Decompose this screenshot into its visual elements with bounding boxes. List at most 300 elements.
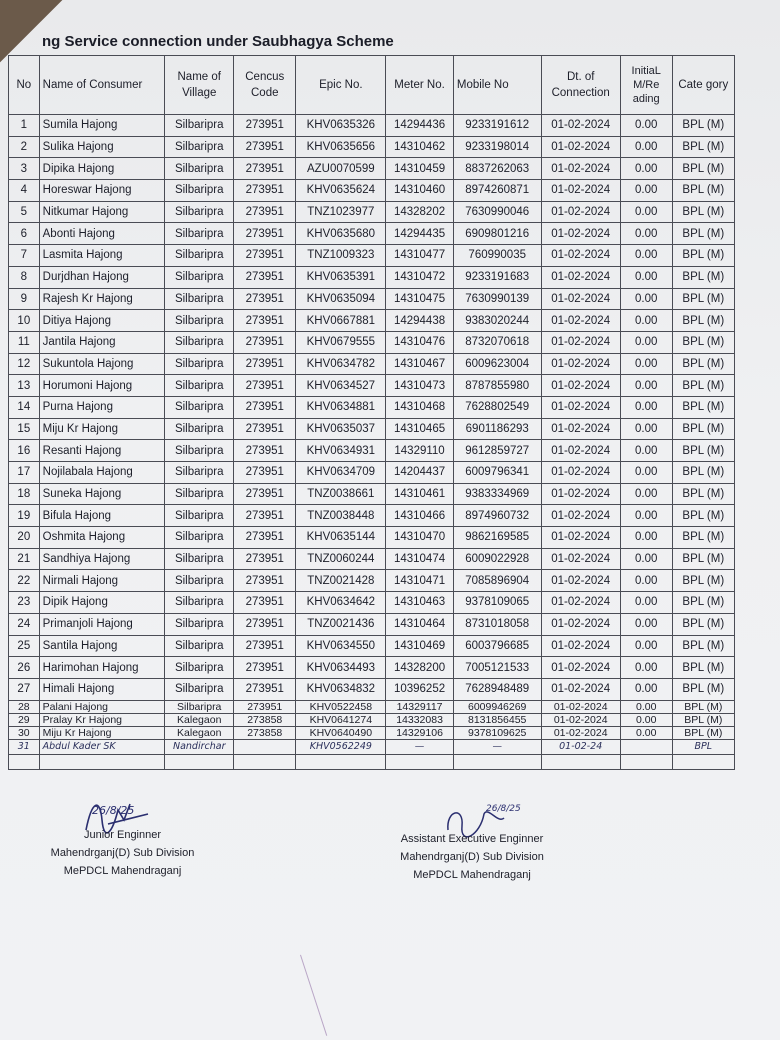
table-cell: 14294436 [386,115,454,137]
table-cell: KHV0634642 [296,592,386,614]
table-cell: BPL (M) [672,592,734,614]
table-cell: Harimohan Hajong [39,657,165,679]
table-cell: BPL (M) [672,353,734,375]
right-sig-division: Mahendrganj(D) Sub Division [400,851,544,863]
table-cell: 273951 [234,288,296,310]
table-row [9,726,735,739]
table-cell: BPL (M) [672,713,734,726]
handwritten-cell [234,739,296,754]
table-cell: BPL (M) [672,115,734,137]
table-cell: Horeswar Hajong [39,180,165,202]
left-signature-date: 26/8/25 [92,804,135,817]
table-cell: Silbaripra [165,158,234,180]
table-cell: 273951 [234,115,296,137]
table-cell: 14204437 [386,462,454,484]
col-reading: InitiaL M/Re ading [620,56,672,115]
table-cell: 0.00 [620,700,672,713]
table-cell: 0.00 [620,678,672,700]
table-cell: 7085896904 [453,570,541,592]
table-cell: 14310469 [386,635,454,657]
table-cell: Purna Hajong [39,396,165,418]
table-row [9,288,735,310]
col-mobile: Mobile No [453,56,541,115]
table-cell: 1 [9,115,40,137]
table-cell: 8837262063 [453,158,541,180]
consumer-table [8,55,735,770]
table-cell: 0.00 [620,288,672,310]
table-cell: 9233191683 [453,266,541,288]
table-cell: 8787855980 [453,375,541,397]
table-cell: Nojilabala Hajong [39,462,165,484]
table-cell: 14310460 [386,180,454,202]
blank-cell [234,754,296,769]
table-cell: Sulika Hajong [39,136,165,158]
table-cell: KHV0634493 [296,657,386,679]
table-cell: 273951 [234,657,296,679]
col-consumer: Name of Consumer [39,56,165,115]
table-row [9,527,735,549]
table-cell: Silbaripra [165,418,234,440]
handwritten-cell: 01-02-24 [541,739,620,754]
table-cell: BPL (M) [672,418,734,440]
table-cell: 01-02-2024 [541,375,620,397]
table-cell: 0.00 [620,375,672,397]
table-cell: 273951 [234,462,296,484]
table-cell: Silbaripra [165,678,234,700]
table-cell: 14310459 [386,158,454,180]
table-cell: 273951 [234,483,296,505]
table-cell: 14329117 [386,700,454,713]
table-cell: KHV0635624 [296,180,386,202]
table-cell: 14310474 [386,548,454,570]
table-cell: Palani Hajong [39,700,165,713]
table-row [9,713,735,726]
table-row [9,245,735,267]
table-cell: 14310476 [386,331,454,353]
table-cell: 01-02-2024 [541,527,620,549]
table-cell: 0.00 [620,266,672,288]
table-cell: AZU0070599 [296,158,386,180]
table-row [9,418,735,440]
table-cell: 30 [9,726,40,739]
table-cell: BPL (M) [672,288,734,310]
table-cell: 8131856455 [453,713,541,726]
col-date: Dt. of Connection [541,56,620,115]
table-cell: Silbaripra [165,635,234,657]
table-cell: 273951 [234,635,296,657]
table-cell: BPL (M) [672,570,734,592]
table-cell: 7 [9,245,40,267]
table-cell: 273951 [234,678,296,700]
table-cell: 01-02-2024 [541,115,620,137]
table-cell: 273951 [234,331,296,353]
table-cell: 14329106 [386,726,454,739]
table-cell: Suneka Hajong [39,483,165,505]
table-cell: 7005121533 [453,657,541,679]
table-cell: 01-02-2024 [541,440,620,462]
table-cell: 6 [9,223,40,245]
table-cell: BPL (M) [672,635,734,657]
blank-cell [296,754,386,769]
handwritten-cell: — [386,739,454,754]
table-row [9,505,735,527]
table-cell: 21 [9,548,40,570]
table-cell: Silbaripra [165,570,234,592]
handwritten-cell: Abdul Kader SK [39,739,165,754]
table-cell: 0.00 [620,396,672,418]
table-cell: 01-02-2024 [541,245,620,267]
table-cell: 10 [9,310,40,332]
left-sig-title: Junior Enginner [83,829,162,841]
table-cell: Silbaripra [165,353,234,375]
table-cell: BPL (M) [672,245,734,267]
table-cell: BPL (M) [672,158,734,180]
table-cell: 19 [9,505,40,527]
blank-cell [453,754,541,769]
table-cell: BPL (M) [672,310,734,332]
table-cell: BPL (M) [672,223,734,245]
table-cell: TNZ0060244 [296,548,386,570]
table-cell: 01-02-2024 [541,223,620,245]
table-cell: 273951 [234,158,296,180]
handwritten-cell: 31 [9,739,40,754]
table-cell: 0.00 [620,180,672,202]
table-cell: Silbaripra [165,527,234,549]
table-cell: 9383334969 [453,483,541,505]
table-cell: 01-02-2024 [541,158,620,180]
table-row [9,700,735,713]
table-cell: 24 [9,613,40,635]
table-cell: 273858 [234,713,296,726]
table-cell: 0.00 [620,613,672,635]
table-cell: 14 [9,396,40,418]
table-cell: Jantila Hajong [39,331,165,353]
table-cell: 14310468 [386,396,454,418]
table-cell: BPL (M) [672,201,734,223]
handwritten-cell: BPL [672,739,734,754]
left-sig-division: Mahendrganj(D) Sub Division [50,847,195,859]
left-signature-block [40,826,205,880]
table-cell: Santila Hajong [39,635,165,657]
table-cell: TNZ0038448 [296,505,386,527]
table-cell: 01-02-2024 [541,678,620,700]
table-cell: Silbaripra [165,592,234,614]
table-cell: Silbaripra [165,375,234,397]
table-row [9,353,735,375]
table-cell: 273951 [234,548,296,570]
table-cell: 18 [9,483,40,505]
table-cell: 22 [9,570,40,592]
table-cell: 14328202 [386,201,454,223]
table-cell: KHV0635037 [296,418,386,440]
table-cell: TNZ0038661 [296,483,386,505]
table-cell: KHV0634832 [296,678,386,700]
table-cell: Himali Hajong [39,678,165,700]
table-cell: 01-02-2024 [541,462,620,484]
table-cell: BPL (M) [672,613,734,635]
table-cell: 01-02-2024 [541,505,620,527]
table-cell: KHV0640490 [296,726,386,739]
table-cell: 14310477 [386,245,454,267]
table-cell: 14310470 [386,527,454,549]
table-cell: 273951 [234,418,296,440]
table-cell: 01-02-2024 [541,353,620,375]
table-row [9,266,735,288]
table-cell: Oshmita Hajong [39,527,165,549]
table-cell: 01-02-2024 [541,201,620,223]
table-cell: 0.00 [620,158,672,180]
blank-cell [9,754,40,769]
right-sig-org: MePDCL Mahendraganj [413,869,531,881]
left-sig-org: MePDCL Mahendraganj [63,865,182,877]
table-cell: 01-02-2024 [541,657,620,679]
table-cell: 760990035 [453,245,541,267]
table-row [9,310,735,332]
table-cell: 13 [9,375,40,397]
table-cell: Pralay Kr Hajong [39,713,165,726]
table-cell: 0.00 [620,505,672,527]
table-cell: 9233198014 [453,136,541,158]
table-cell: 0.00 [620,527,672,549]
right-signature-block [392,830,552,884]
table-cell: Sumila Hajong [39,115,165,137]
table-cell: 01-02-2024 [541,570,620,592]
right-signature-date: 26/8/25 [486,804,521,814]
table-cell: 0.00 [620,592,672,614]
table-cell: 17 [9,462,40,484]
table-cell: 8974960732 [453,505,541,527]
table-cell: Silbaripra [165,462,234,484]
table-row [9,158,735,180]
table-cell: 273951 [234,201,296,223]
table-cell: 6009796341 [453,462,541,484]
table-cell: Lasmita Hajong [39,245,165,267]
table-cell: BPL (M) [672,678,734,700]
table-cell: 7630990046 [453,201,541,223]
table-cell: KHV0634709 [296,462,386,484]
table-cell: 14310471 [386,570,454,592]
table-cell: BPL (M) [672,375,734,397]
table-row [9,223,735,245]
table-cell: Silbaripra [165,245,234,267]
table-cell: Nirmali Hajong [39,570,165,592]
table-cell: 0.00 [620,713,672,726]
table-cell: 14329110 [386,440,454,462]
table-cell: Durjdhan Hajong [39,266,165,288]
table-cell: Dipika Hajong [39,158,165,180]
col-village: Name of Village [165,56,234,115]
table-cell: Primanjoli Hajong [39,613,165,635]
table-cell: 6009022928 [453,548,541,570]
table-cell: 01-02-2024 [541,592,620,614]
table-cell: KHV0667881 [296,310,386,332]
table-cell: 01-02-2024 [541,331,620,353]
blank-cell [620,754,672,769]
document-title: ng Service connection under Saubhagya Scheme [42,33,394,50]
table-cell: Dipik Hajong [39,592,165,614]
table-cell: 273951 [234,223,296,245]
table-row [9,462,735,484]
table-cell: 273951 [234,440,296,462]
table-cell: Bifula Hajong [39,505,165,527]
table-cell: 9233191612 [453,115,541,137]
table-cell: 6909801216 [453,223,541,245]
table-cell: 8974260871 [453,180,541,202]
table-cell: 0.00 [620,726,672,739]
table-row [9,613,735,635]
table-cell: 0.00 [620,115,672,137]
table-cell: 0.00 [620,353,672,375]
table-header-row [9,56,735,115]
table-cell: 7630990139 [453,288,541,310]
table-cell: BPL (M) [672,180,734,202]
table-cell: BPL (M) [672,266,734,288]
table-cell: BPL (M) [672,505,734,527]
table-cell: KHV0634931 [296,440,386,462]
table-cell: Silbaripra [165,288,234,310]
table-cell: Silbaripra [165,180,234,202]
table-cell: 01-02-2024 [541,288,620,310]
table-cell: KHV0634881 [296,396,386,418]
table-cell: 2 [9,136,40,158]
table-cell: 27 [9,678,40,700]
table-cell: BPL (M) [672,396,734,418]
table-cell: TNZ1009323 [296,245,386,267]
table-cell: Silbaripra [165,505,234,527]
table-cell: 14328200 [386,657,454,679]
table-cell: 20 [9,527,40,549]
table-cell: KHV0634527 [296,375,386,397]
table-cell: 0.00 [620,331,672,353]
table-cell: 8732070618 [453,331,541,353]
table-cell: 8 [9,266,40,288]
table-cell: 273951 [234,613,296,635]
table-cell: 01-02-2024 [541,180,620,202]
table-cell: 01-02-2024 [541,700,620,713]
table-cell: 01-02-2024 [541,613,620,635]
table-cell: KHV0635144 [296,527,386,549]
table-cell: Ditiya Hajong [39,310,165,332]
table-cell: 273951 [234,375,296,397]
table-cell: 01-02-2024 [541,310,620,332]
table-cell: 9383020244 [453,310,541,332]
table-cell: KHV0635391 [296,266,386,288]
handwritten-cell: KHV0562249 [296,739,386,754]
table-cell: 273951 [234,353,296,375]
handwritten-cell [620,739,672,754]
table-cell: BPL (M) [672,462,734,484]
table-row [9,331,735,353]
table-cell: 6009623004 [453,353,541,375]
table-cell: 14310462 [386,136,454,158]
table-cell: Silbaripra [165,115,234,137]
table-cell: 01-02-2024 [541,483,620,505]
table-body [9,115,735,770]
table-cell: Resanti Hajong [39,440,165,462]
table-cell: 01-02-2024 [541,136,620,158]
table-cell: 273951 [234,180,296,202]
table-cell: Rajesh Kr Hajong [39,288,165,310]
table-cell: 14310473 [386,375,454,397]
table-cell: 6901186293 [453,418,541,440]
table-cell: Silbaripra [165,700,234,713]
table-cell: KHV0635326 [296,115,386,137]
table-cell: 4 [9,180,40,202]
table-cell: 14310466 [386,505,454,527]
col-census: Cencus Code [234,56,296,115]
table-cell: Miju Kr Hajong [39,726,165,739]
table-cell: Silbaripra [165,331,234,353]
table-cell: 01-02-2024 [541,266,620,288]
col-category: Cate gory [672,56,734,115]
table-cell: 28 [9,700,40,713]
table-cell: 26 [9,657,40,679]
table-cell: 01-02-2024 [541,726,620,739]
table-cell: 0.00 [620,657,672,679]
table-cell: Horumoni Hajong [39,375,165,397]
handwritten-cell: Nandirchar [165,739,234,754]
table-row [9,483,735,505]
table-cell: KHV0634782 [296,353,386,375]
table-cell: KHV0522458 [296,700,386,713]
col-meter: Meter No. [386,56,454,115]
table-cell: BPL (M) [672,483,734,505]
table-cell: BPL (M) [672,440,734,462]
blank-cell [39,754,165,769]
table-cell: 273951 [234,245,296,267]
table-cell: Silbaripra [165,223,234,245]
table-cell: 01-02-2024 [541,418,620,440]
table-cell: 273951 [234,527,296,549]
table-cell: 14310475 [386,288,454,310]
table-cell: 0.00 [620,440,672,462]
blank-cell [672,754,734,769]
table-cell: Silbaripra [165,613,234,635]
table-cell: BPL (M) [672,527,734,549]
table-cell: 14332083 [386,713,454,726]
table-cell: Silbaripra [165,396,234,418]
table-cell: KHV0635094 [296,288,386,310]
table-cell: KHV0641274 [296,713,386,726]
table-cell: 0.00 [620,548,672,570]
table-cell: 15 [9,418,40,440]
table-row [9,396,735,418]
table-row [9,657,735,679]
table-cell: Abonti Hajong [39,223,165,245]
table-cell: 01-02-2024 [541,713,620,726]
table-cell: BPL (M) [672,657,734,679]
table-cell: 14310463 [386,592,454,614]
table-cell: 11 [9,331,40,353]
table-cell: 0.00 [620,136,672,158]
table-cell: 10396252 [386,678,454,700]
table-cell: KHV0634550 [296,635,386,657]
table-row [9,635,735,657]
table-cell: Silbaripra [165,201,234,223]
table-cell: 29 [9,713,40,726]
table-row [9,375,735,397]
table-row [9,115,735,137]
table-cell: 0.00 [620,310,672,332]
table-cell: 0.00 [620,201,672,223]
blank-cell [165,754,234,769]
table-cell: 14310467 [386,353,454,375]
table-cell: 16 [9,440,40,462]
table-cell: 273951 [234,266,296,288]
table-row [9,678,735,700]
table-cell: 0.00 [620,483,672,505]
table-cell: 5 [9,201,40,223]
